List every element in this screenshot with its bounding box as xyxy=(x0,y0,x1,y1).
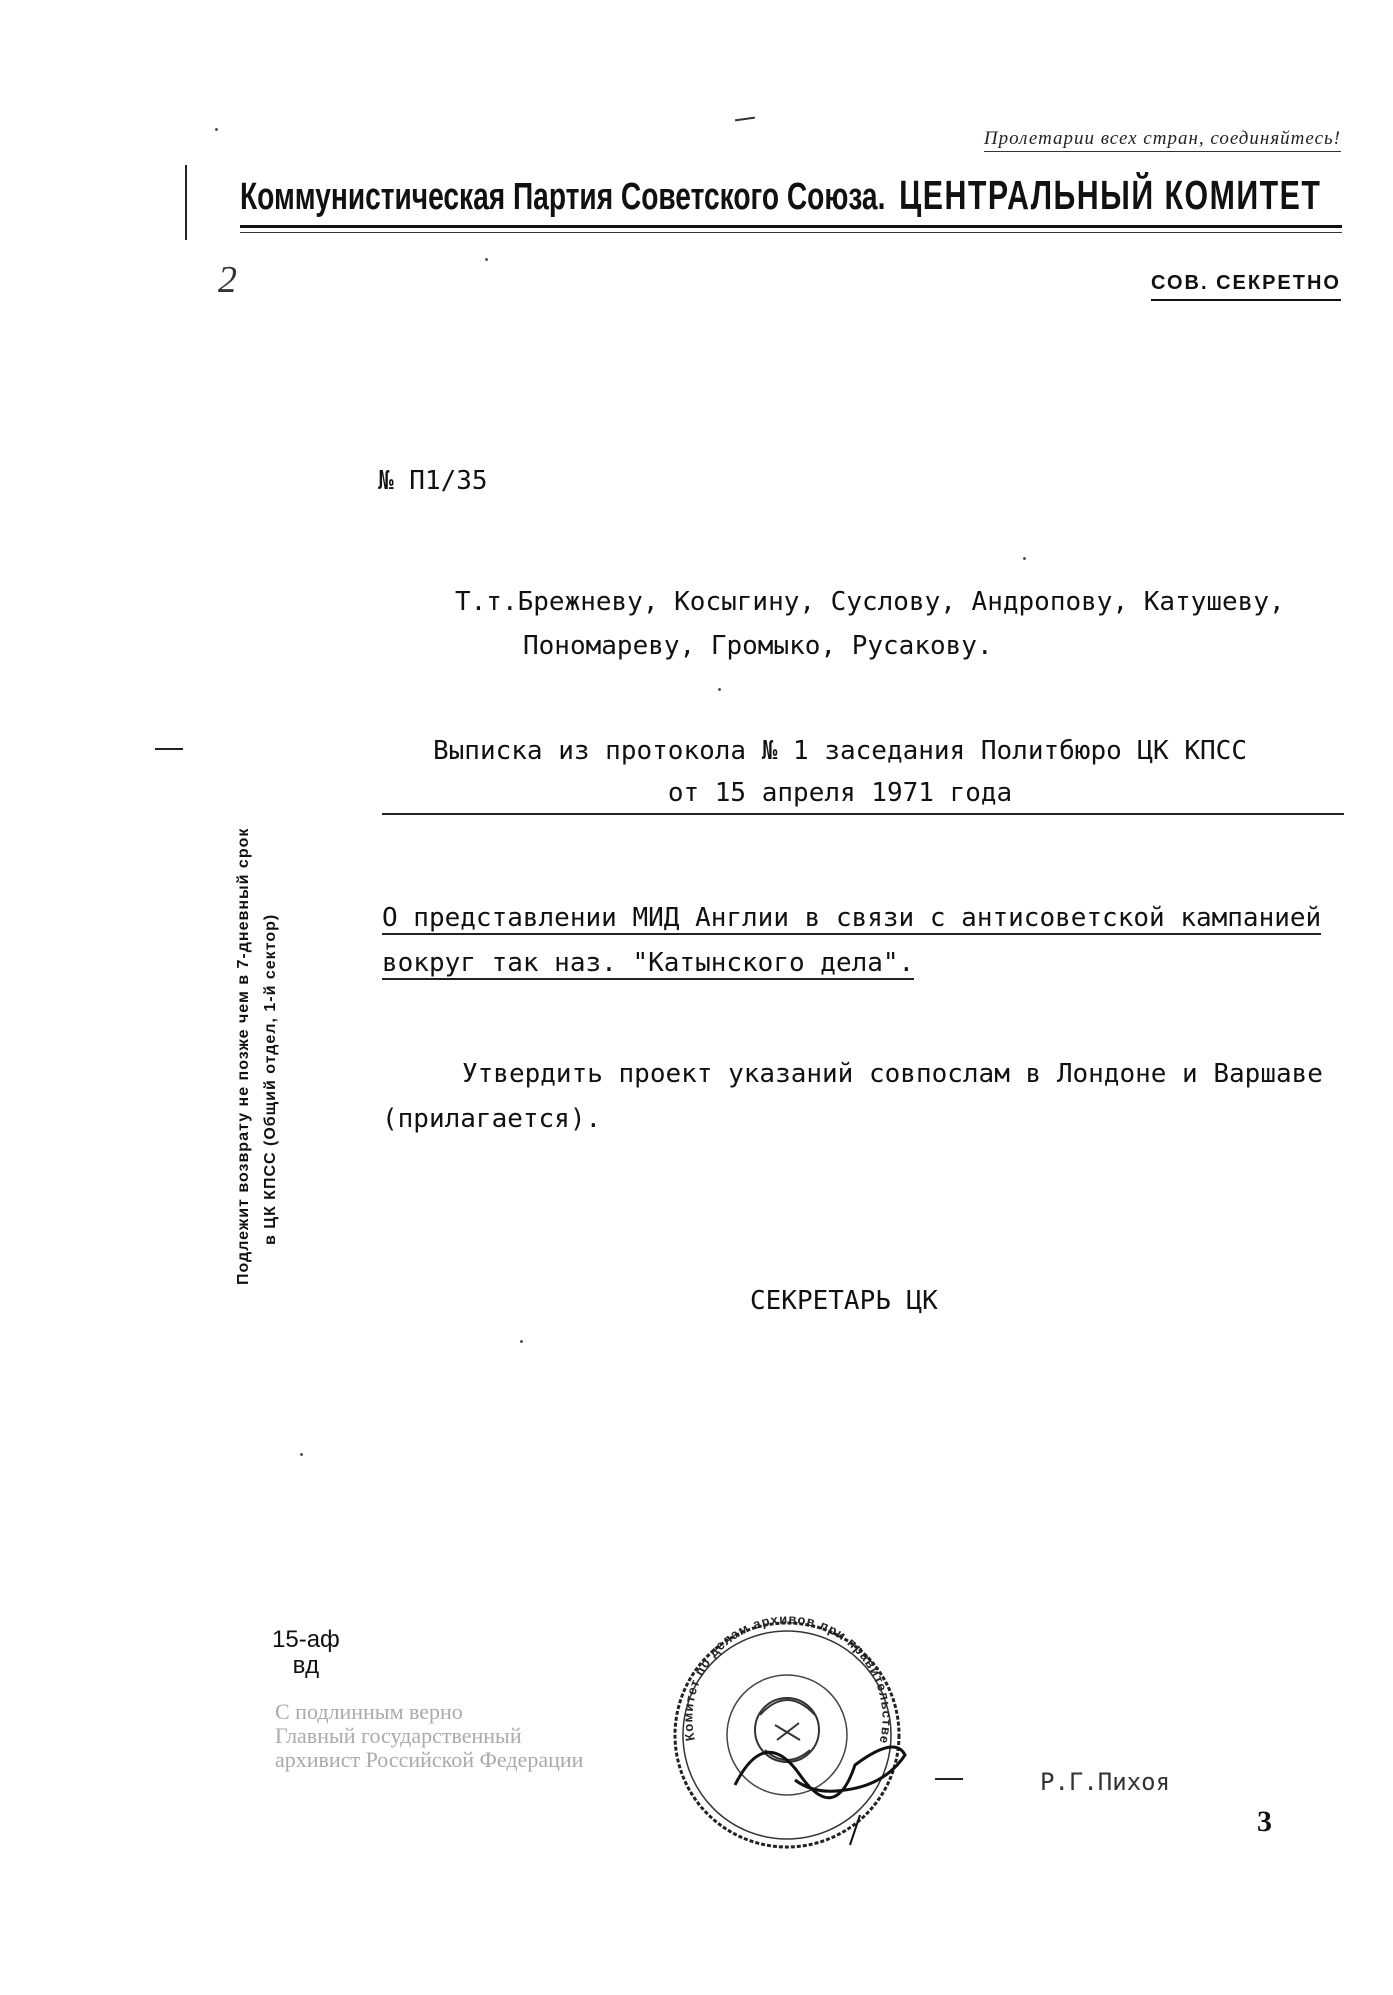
registry-code-line: 15-аф xyxy=(272,1626,340,1653)
return-notice xyxy=(230,828,284,1285)
document-number: № П1/35 xyxy=(378,466,488,496)
party-motto: Пролетарии всех стран, соединяйтесь! xyxy=(984,128,1341,152)
page-number: 3 xyxy=(1257,1805,1272,1838)
letterhead xyxy=(240,172,1322,219)
seal-lettering: Комитет по делам архивов при правительстве xyxy=(680,1615,895,1746)
signer-name: Р.Г.Пихоя xyxy=(1040,1768,1171,1796)
signature-scrawl xyxy=(735,1747,905,1798)
svg-text:Комитет по делам архивов при п xyxy=(680,1615,894,1746)
signature-dash xyxy=(935,1778,963,1780)
extract-date: от 15 апреля 1971 года xyxy=(667,778,1013,808)
registry-code xyxy=(272,1627,340,1679)
resolution-text: Утвердить проект указаний совпослам в Лондоне и Варшаве (прилагается). xyxy=(382,1059,1323,1134)
scan-speck xyxy=(215,128,218,131)
return-notice-line: в ЦК КПСС (Общий отдел, 1-й сектор) xyxy=(262,913,279,1245)
signature-title: СЕКРЕТАРЬ ЦК xyxy=(750,1286,938,1316)
letterhead-rule xyxy=(240,225,1342,228)
committee-name: ЦЕНТРАЛЬНЫЙ КОМИТЕТ xyxy=(899,172,1322,218)
letterhead-rule-thin xyxy=(240,232,1342,233)
extract-line: Выписка из протокола № 1 заседания Политбюро ЦК КПСС xyxy=(433,736,1247,766)
certification-line: Главный государственный xyxy=(275,1723,522,1748)
subject xyxy=(382,896,1347,986)
registry-code-line: вд xyxy=(292,1652,320,1679)
margin-mark xyxy=(185,165,187,240)
archive-seal xyxy=(665,1615,915,1855)
certification-line: С подлинным верно xyxy=(275,1699,463,1724)
certification-stamp xyxy=(275,1700,583,1772)
classification-stamp: СОВ. СЕКРЕТНО xyxy=(1151,272,1341,301)
subject-line: О представлении МИД Англии в связи с антисоветской кампанией xyxy=(382,903,1322,933)
scan-speck xyxy=(520,1340,523,1343)
return-notice-line: Подлежит возврату не позже чем в 7-дневный срок xyxy=(235,827,252,1285)
certification-line: архивист Российской Федерации xyxy=(275,1747,584,1772)
handwritten-margin-number: 2 xyxy=(218,259,237,301)
scan-speck xyxy=(1023,557,1026,560)
protocol-extract xyxy=(420,730,1260,814)
extract-rule xyxy=(382,813,1344,815)
scan-mark xyxy=(735,117,755,122)
subject-line: вокруг так наз. "Катынского дела". xyxy=(382,948,915,978)
margin-dash xyxy=(155,748,183,750)
recipients-line: Т.т.Брежневу, Косыгину, Суслову, Андропову, Катушеву, xyxy=(455,587,1285,617)
scan-speck xyxy=(485,258,488,261)
party-name: Коммунистическая Партия Советского Союза. xyxy=(240,176,886,218)
recipients-line: Пономареву, Громыко, Русакову. xyxy=(523,631,993,661)
scan-speck xyxy=(300,1453,303,1456)
recipients xyxy=(455,580,1285,668)
scan-speck xyxy=(718,688,721,691)
